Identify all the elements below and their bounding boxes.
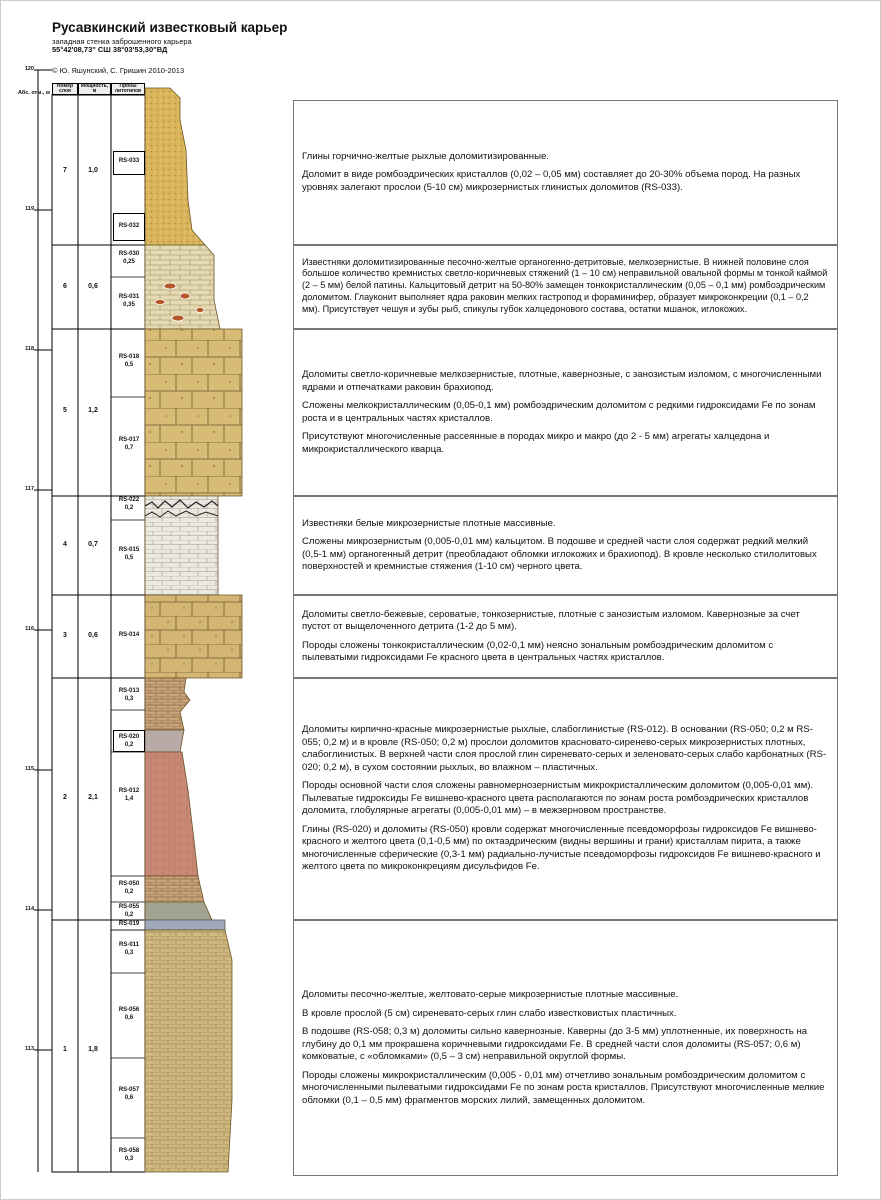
layer-4-description: Известняки белые микрозернистые плотные массивные. Сложены микрозернистым (0,005-0,01 мм) кальцитом. В подошве и средней части слоя содержат редкий мелкий (0,5-1 мм) органогенный детрит (преобладают обломки иглокожих и брахиопод). В кровле несколько стилолитовых поверхностей и кремнистые стяжения (1-10 см) черного цвета.: [293, 496, 838, 595]
sample-label: RS-056 0,6: [118, 1007, 140, 1021]
sample-label: RS-031 0,35: [118, 294, 140, 308]
tick-label: 118: [25, 346, 34, 352]
layer-number: 2: [63, 794, 67, 801]
axis-ticks: [34, 70, 52, 1050]
layer-3-description: Доломиты светло-бежевые, сероватые, тонкозернистые, плотные с занозистым изломом. Кавернозные за счет пустот от выщелоченного детрита (1-2 до 5 мм). Породы сложены тонкокристаллическим (0,02-0,1 мм) неясно зональным ромбоэдрическим доломитом с пылеватыми гидроксидами Fe красного цвета в центральных частях кристаллов.: [293, 595, 838, 678]
page-subtitle: западная стенка заброшенного карьера: [52, 37, 192, 46]
layer-7-description: Глины горчично-желтые рыхлые доломитизированные. Доломит в виде ромбоэдрических кристаллов (0,02 – 0,05 мм) составляет до 20-30% объема пород. На разных уровнях залегают прослои (5-10 см) микрозернистых глинистых доломитов (RS-033).: [293, 100, 838, 245]
lithology-layer-4: [145, 496, 218, 595]
sample-label: RS-011 0,3: [118, 942, 139, 956]
lithology-layer-3: [145, 595, 242, 678]
layer-number: 6: [63, 283, 67, 290]
header-samples: Пробы литотипов: [111, 83, 145, 95]
layer-thickness: 2,1: [88, 794, 98, 801]
lithology-layer-2-clay: [145, 730, 184, 752]
tick-label: 119: [25, 206, 34, 212]
page-title: Русавкинский известковый карьер: [52, 20, 288, 35]
sample-label: RS-020 0,2: [113, 730, 145, 752]
tick-label: 117: [25, 486, 34, 492]
tick-label: 113: [25, 1046, 34, 1052]
layer-number: 4: [63, 541, 67, 548]
layer-thickness: 0,7: [88, 541, 98, 548]
sample-label: RS-057 0,6: [118, 1087, 140, 1101]
lithology-layer-1: [145, 930, 232, 1172]
layer-1-description: Доломиты песочно-желтые, желтовато-серые микрозернистые плотные массивные. В кровле прослой (5 см) сиреневато-серых глин слабо известковистых пластичных. В подошве (RS-058; 0,3 м) доломиты сильно кавернозные. Каверны (до 3-5 мм) уплотненные, их поверхность на глубину до 0,1 мм прокрашена коричневыми гидроксидами Fe. В средней части слоя доломиты (RS-057; 0,6 м) комковатые, с «обломками» (0,5 – 3 см) неправильной округлой формы. Породы сложены микрокристаллическим (0,005 - 0,01 мм) отчетливо зональным ромбоэдрическим доломитом с многочисленными пылеватыми гидроксидами Fe по зонам роста кристаллов. Присутствуют многочисленные мелкие обломки (0,1 – 0,5 мм) фрагментов морских лилий, замещенных доломитом.: [293, 920, 838, 1176]
sample-label: RS-055 0,2: [118, 904, 140, 918]
lithology-layer-5: [145, 329, 242, 496]
sample-label: RS-017 0,7: [118, 437, 140, 451]
sample-label: RS-022 0,2: [118, 497, 140, 511]
layer-5-description: Доломиты светло-коричневые мелкозернистые, плотные, кавернозные, с занозистым изломом, с многочисленными ядрами и отпечатками раковин брахиопод. Сложены мелкокристаллическим (0,05-0,1 мм) ромбоэдрическим доломитом с редкими гидроксидами Fe по зонам роста и в центральных частях кристаллов. Присутствуют многочисленные рассеянные в породах микро и макро (до 2 - 5 мм) агрегаты халцедона и микрокристаллического кварца.: [293, 329, 838, 496]
lithology-layer-2-top: [145, 678, 190, 730]
sample-label: RS-032: [113, 213, 145, 241]
layer-number: 7: [63, 167, 67, 174]
tick-label: 120: [24, 66, 34, 72]
tick-label: 114: [25, 906, 34, 912]
sample-label: RS-018 0,5: [118, 354, 140, 368]
sample-label: RS-058 0,3: [118, 1148, 140, 1162]
sample-label: RS-013 0,3: [118, 688, 140, 702]
tick-label: 115: [25, 766, 34, 772]
layer-thickness: 0,6: [88, 283, 98, 290]
layer-number: 5: [63, 407, 67, 414]
lithology-layer-7: [145, 88, 205, 245]
layer-thickness: 1,0: [88, 167, 98, 174]
sample-label: RS-050 0,2: [118, 881, 140, 895]
copyright: © Ю. Яшунский, С. Гришин 2010-2013: [52, 66, 185, 75]
layer-number: 3: [63, 632, 67, 639]
sample-label: RS-015 0,5: [118, 547, 140, 561]
header-thickness: Мощность, м: [78, 83, 111, 95]
coordinates: 55°42'08,73" СШ 38°03'53,30"ВД: [52, 45, 168, 54]
header-layer-number: Номер слоя: [52, 83, 78, 95]
layer-number: 1: [63, 1046, 67, 1053]
layer-6-description: Известняки доломитизированные песочно-желтые органогенно-детритовые, мелкозернистые. В нижней половине слоя большое количество кремнистых светло-коричневых стяжений (1 – 10 см) неправильной овальной формы м тонкой каймой (2 – 5 мм) белой патины. Кальцитовый детрит на 50-80% замещен тонкокристаллическим (0,05 – 0,1 мм) ромбоэдрическим доломитом. Глауконит выполняет ядра раковин мелких гастропод и фораминифер, образует микроконкреции (0,1 – 0,2 мм). Присутствует чешуя и зубы рыб, спикулы губок халцедонового состава, остатки мшанок, иглокожих.: [293, 245, 838, 329]
sample-label: RS-019: [118, 921, 140, 927]
sample-label: RS-012 1,4: [118, 788, 140, 802]
sample-label: RS-014: [118, 632, 140, 638]
lithology-layer-2-main: [145, 752, 198, 876]
sample-label: RS-030 0,25: [118, 251, 140, 265]
axis-label: Абс. отм., м: [18, 90, 50, 96]
sample-label: RS-033: [113, 151, 145, 175]
layer-thickness: 1,8: [88, 1046, 98, 1053]
lithology-column: [145, 88, 242, 1172]
lithology-layer-2-base: [145, 876, 204, 902]
clay-interlayer: [145, 920, 225, 930]
layer-2-description: Доломиты кирпично-красные микрозернистые рыхлые, слабоглинистые (RS-012). В основании (RS-050; 0,2 м RS-055; 0,2 м) и в кровле (RS-050; 0,2 м) прослои доломитов красновато-сиреневo-серых микрозернистых плотных, слабоглинистых. В верхней части слоя прослой глин сиреневато-серых и зеленовато-серых слабо карбонатных (RS-020; 0,2 м), в сухом состоянии рыхлых, во влажном – пластичных. Породы основной части слоя сложены равномернозернистым микрокристаллическим доломитом (0,005-0,01 мм). Пылеватые гидроксиды Fe вишнево-красного цвета располагаются по зонам роста ромбоэдрических кристаллов доломита, глобулярные агрегаты (0,005-0,01 мм) – в межзерновом пространстве. Глины (RS-020) и доломиты (RS-050) кровли содержат многочисленные псевдоморфозы гидроксидов Fe вишнево-красного и желтого цвета (0,1-0,5 мм) по октаэдрическим (видны вершины и грани) кристаллам пирита, а также многочисленные сферические (0,3-1 мм) радиально-лучистые псевдоморфозы гидроксидов Fe вишнево-красного и желтого цвета по микроконкрециям дисульфидов Fe.: [293, 678, 838, 920]
layer-thickness: 1,2: [88, 407, 98, 414]
layer-thickness: 0,6: [88, 632, 98, 639]
tick-label: 116: [25, 626, 34, 632]
